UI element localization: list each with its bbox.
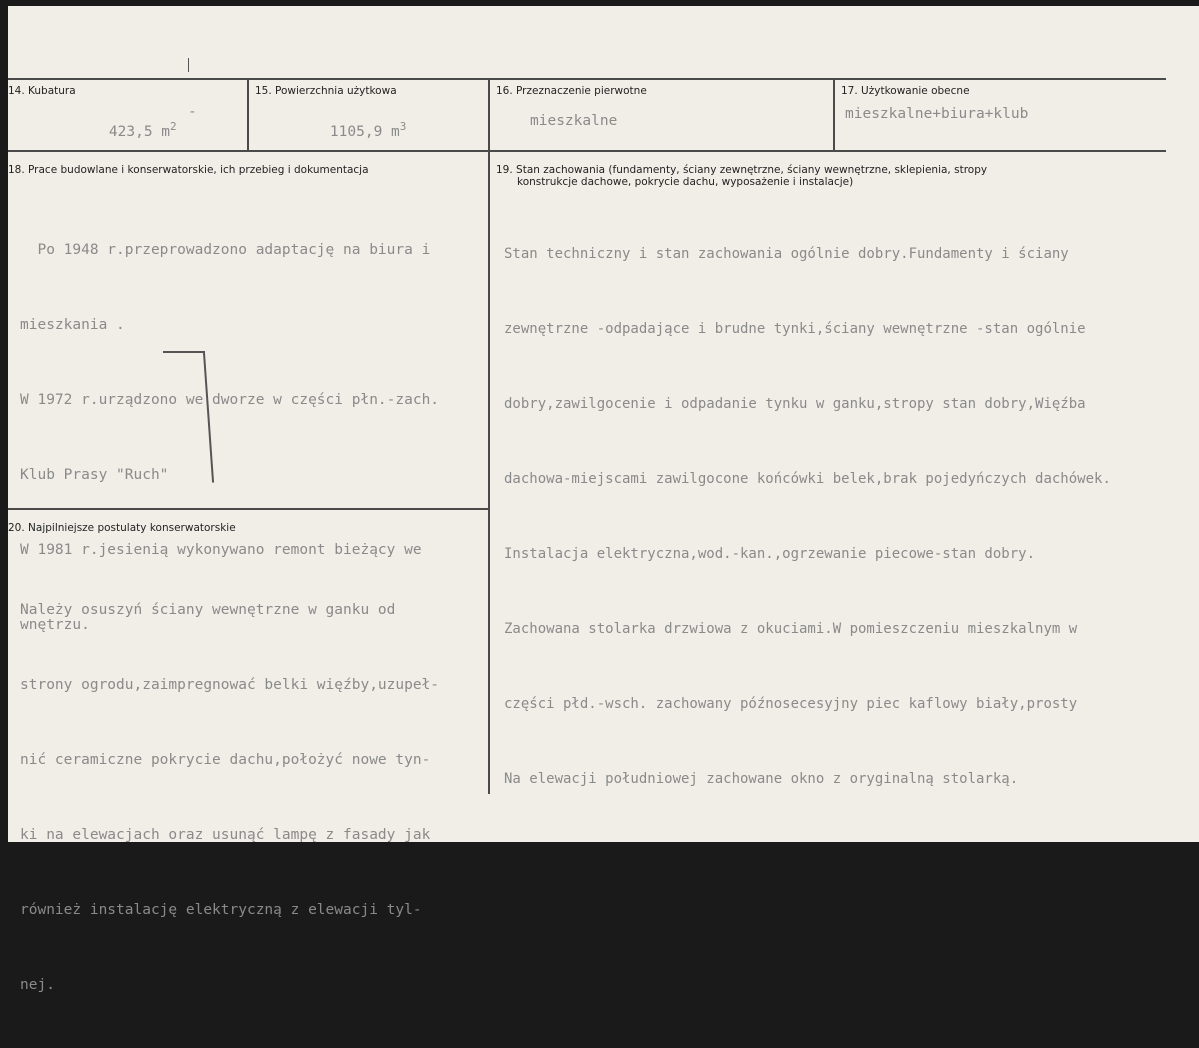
field-15-label: 15. Powierzchnia użytkowa [255, 85, 397, 97]
field-18-line: mieszkania . [20, 317, 125, 333]
field-14-value-text: 423,5 m [108, 123, 171, 140]
field-18-label: 18. Prace budowlane i konserwatorskie, ich przebieg i dokumentacja [8, 164, 369, 176]
field-19-line: Na elewacji południowej zachowane okno z oryginalną stolarką. [504, 771, 1019, 787]
field-14-value [74, 104, 177, 156]
field-18-line: wnętrzu. [20, 617, 90, 633]
field-20-line: nej. [20, 977, 55, 993]
top-rule [8, 78, 1166, 80]
field-18-line: W 1972 r.urządzono we dworze w części płn.-zach. [20, 392, 440, 408]
field-19-line: Stan techniczny i stan zachowania ogólnie dobry.Fundamenty i ściany [504, 246, 1069, 262]
field-20-line: również instalację elektryczną z elewacji tyl- [20, 902, 422, 918]
field-19-line: części płd.-wsch. zachowany późnosecesyjny piec kaflowy biały,prosty [504, 696, 1078, 712]
field-20-text [20, 548, 439, 1048]
field-15-value-text: 1105,9 m [329, 123, 400, 140]
field-20-line: Należy osuszyń ściany wewnętrzne w ganku od [20, 602, 396, 618]
field-20-line: strony ogrodu,zaimpregnować belki więźby,uzupeł- [20, 677, 440, 693]
field-18-line: W 1981 r.jesienią wykonywano remont bieżący we [20, 542, 422, 558]
field-18-line: Klub Prasy "Ruch" [20, 467, 169, 483]
field-19-line: Instalacja elektryczna,wod.-kan.,ogrzewanie piecowe-stan dobry. [504, 546, 1036, 562]
col-divider-2 [488, 78, 490, 794]
row1-bottom-rule [8, 150, 1166, 152]
field-14-label: 14. Kubatura [8, 85, 76, 97]
col-divider-1 [247, 78, 249, 152]
field-14-value-sup: 2 [170, 120, 177, 133]
field-15-value-sup: 3 [399, 120, 407, 133]
col-divider-3 [833, 78, 835, 152]
field-19-label-line2: konstrukcje dachowe, pokrycie dachu, wyposażenie i instalacje) [517, 176, 854, 188]
field-19-line: dachowa-miejscami zawilgocone końcówki belek,brak pojedyńczych dachówek. [504, 471, 1111, 487]
field-16-label: 16. Przeznaczenie pierwotne [496, 85, 647, 97]
record-card [8, 6, 1199, 993]
field-16-value: mieszkalne [530, 113, 618, 129]
pen-tick-top [188, 58, 189, 72]
field-17-value: mieszkalne+biura+klub [845, 106, 1029, 122]
field-18-line: Po 1948 r.przeprowadzono adaptację na biura i [20, 242, 431, 258]
field-19-line: Zachowana stolarka drzwiowa z okuciami.W pomieszczeniu mieszkalnym w [504, 621, 1078, 637]
field-15-value [295, 104, 406, 156]
field-17-label: 17. Użytkowanie obecne [841, 85, 970, 97]
field-14-dash: - [188, 104, 197, 120]
field-20-line: nić ceramiczne pokrycie dachu,położyć nowe tyn- [20, 752, 431, 768]
field-19-label-line1: 19. Stan zachowania (fundamenty, ściany zewnętrzne, ściany wewnętrzne, sklepienia, stropy [496, 164, 988, 176]
field-20-line: ki na elewacjach oraz usunąć lampę z fasady jak [20, 827, 431, 843]
field-20-label: 20. Najpilniejsze postulaty konserwatorskie [8, 522, 236, 534]
field-19-text [504, 192, 1111, 842]
field-19-line: zewnętrzne -odpadające i brudne tynki,ściany wewnętrzne -stan ogólnie [504, 321, 1086, 337]
field-19-line: dobry,zawilgocenie i odpadanie tynku w ganku,stropy stan dobry,Więźba [504, 396, 1086, 412]
